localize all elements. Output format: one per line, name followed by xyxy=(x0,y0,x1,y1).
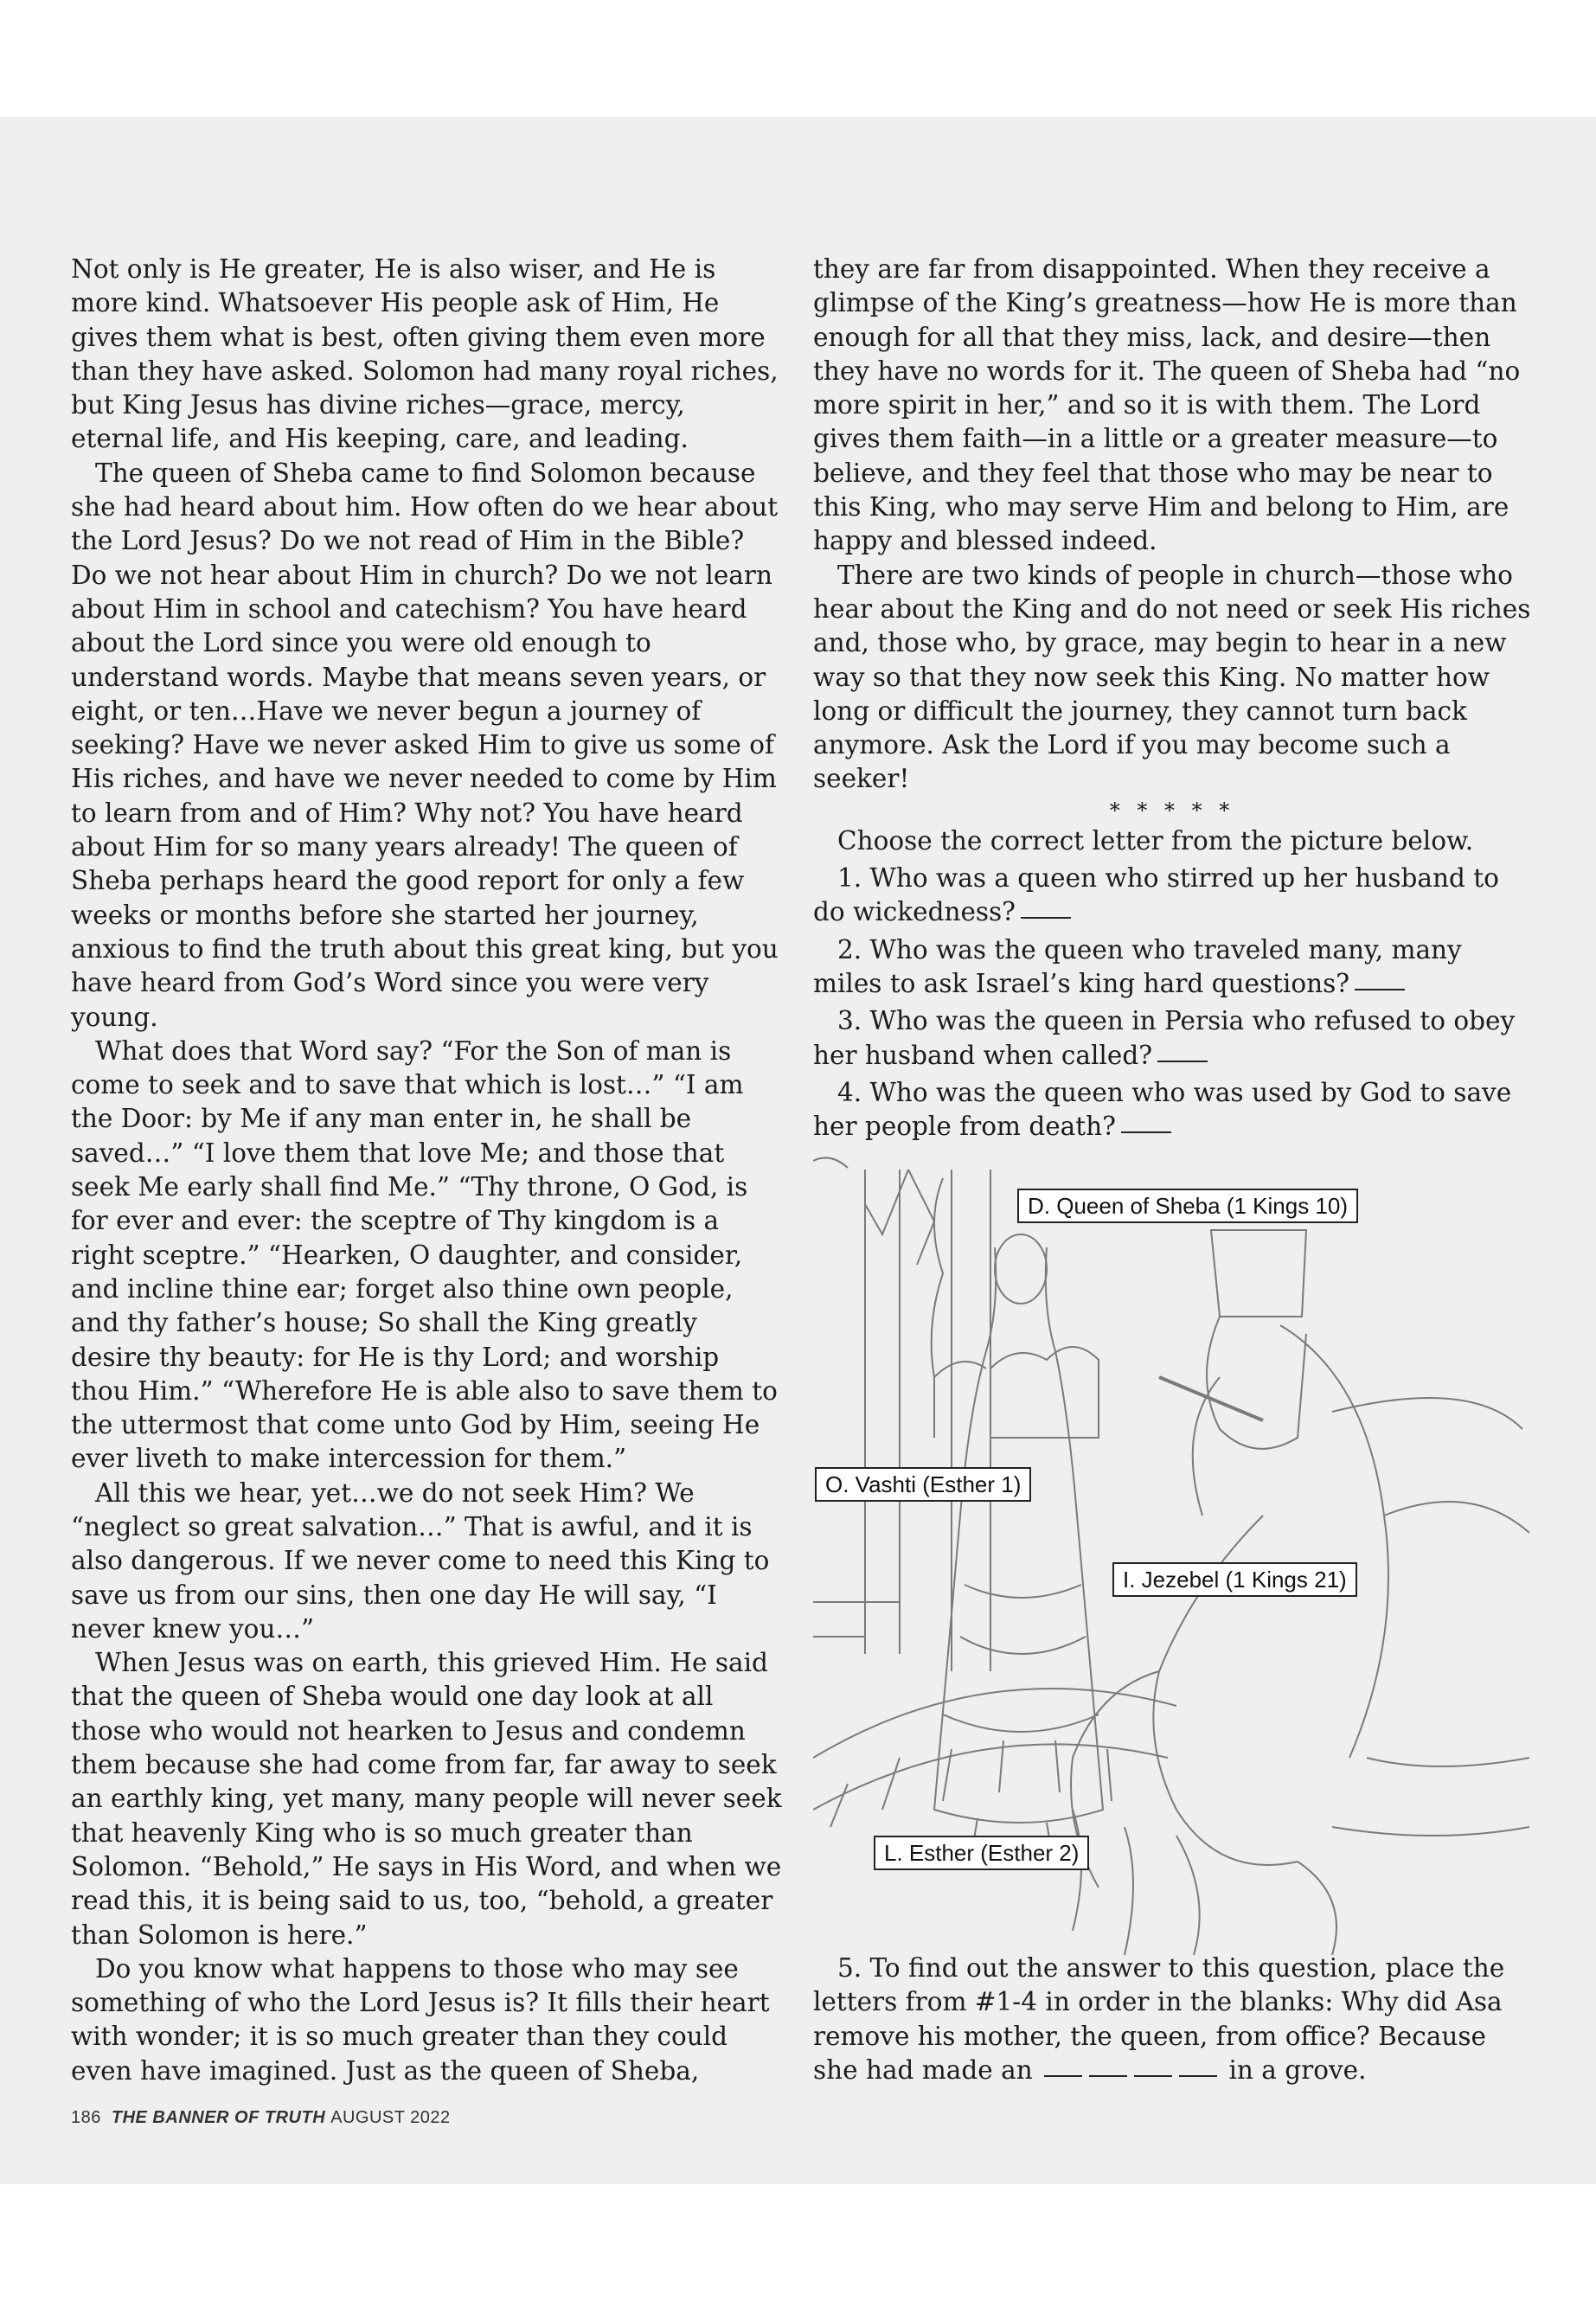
left-paragraph-6: Do you know what happens to those who may see something of who the Lord Jesus is? It fills their heart with wonder; it is so much greater than they could even have imagined. Just as the queen of Sheba, xyxy=(71,1953,770,2086)
issue-date: AUGUST 2022 xyxy=(330,2108,451,2127)
line-art-drawing xyxy=(813,1152,1529,1955)
answer-blank-3[interactable] xyxy=(1157,1060,1208,1062)
left-paragraph-4: All this we hear, yet…we do not seek Him? We “neglect so great salvation…” That is awful, and it is also dangerous. If we never come to need this King to save us from our sins, then one day He will say, “I never knew you…” xyxy=(71,1477,770,1644)
quiz-instruction: Choose the correct letter from the picture below. xyxy=(837,825,1474,856)
letter-blank-1[interactable] xyxy=(1044,2074,1082,2077)
left-paragraph-1: Not only is He greater, He is also wiser, and He is more kind. Whatsoever His people ask of Him, He gives them what is best, often giving them even more than they have asked. Solomon had many royal riches, but King Jesus has divine riches—grace, mercy, eternal life, and His keeping, care, and leading. xyxy=(71,254,779,454)
right-paragraph-2: There are two kinds of people in church—those who hear about the King and do not need or seek His riches and, those who, by grace, may begin to hear in a new way so that they now seek this King. No matter how long or difficult the journey, they cannot turn back anymore. Ask the Lord if you may become such a seeker! xyxy=(813,560,1531,794)
left-paragraph-2: The queen of Sheba came to find Solomon because she had heard about him. How often do we hear about the Lord Jesus? Do we not read of Him in the Bible? Do we not hear about Him in church? Do we not learn about Him in school and catechism? You have heard about the Lord since you were old enough to understand words. Maybe that means seven years, or eight, or ten…Have we never begun a journey of seeking? Have we never asked Him to give us some of His riches, and have we never needed to come by Him to learn from and of Him? Why not? You have heard about Him for so many years already! The queen of Sheba perhaps heard the good report for only a few weeks or months before she started her journey, anxious to find the truth about this great king, but you have heard from God’s Word since you were very young. xyxy=(71,458,779,1032)
letter-blank-2[interactable] xyxy=(1089,2074,1127,2077)
answer-blank-1[interactable] xyxy=(1021,916,1071,919)
left-paragraph-5: When Jesus was on earth, this grieved Him. He said that the queen of Sheba would one day look at all those who would not hearken to Jesus and condemn them because she had come from far, far away to seek an earthly king, yet many, many people will never seek that heavenly King who is so much greater than Solomon. “Behold,” He says in His Word, and when we read this, it is being said to us, too, “behold, a greater than Solomon is here.” xyxy=(71,1648,782,1950)
letter-blank-4[interactable] xyxy=(1179,2074,1217,2077)
quiz-question-3: 3. Who was the queen in Persia who refused to obey her husband when called? xyxy=(813,1006,1516,1070)
label-jezebel: I. Jezebel (1 Kings 21) xyxy=(1112,1562,1357,1597)
label-esther: L. Esther (Esther 2) xyxy=(874,1836,1089,1870)
quiz-question-1: 1. Who was a queen who stirred up her husband to do wickedness? xyxy=(813,863,1499,927)
left-column xyxy=(71,253,782,2088)
left-paragraph-3: What does that Word say? “For the Son of man is come to seek and to save that which is lost…” “I am the Door: by Me if any man enter in, he shall be saved…” “I love them that love Me; and those that seek Me early shall find Me.” “Thy throne, O God, is for ever and ever: the sceptre of Thy kingdom is a right sceptre.” “Hearken, O daughter, and consider, and incline thine ear; forget also thine own people, and thy father’s house; So shall the King greatly desire thy beauty: for He is thy Lord; and worship thou Him.” “Wherefore He is able also to save them to the uttermost that come unto God by Him, seeing He ever liveth to make intercession for them.” xyxy=(71,1035,778,1474)
letter-blank-3[interactable] xyxy=(1134,2074,1172,2077)
queen-illustration xyxy=(813,1152,1529,1955)
page-footer xyxy=(71,2108,451,2128)
question-5-text: 5. To find out the answer to this question, place the letters from #1-4 in order in the blanks: Why did Asa remove his mother, the queen, from office? Because she had made an xyxy=(813,1953,1505,2085)
quiz-question-2: 2. Who was the queen who traveled many, many miles to ask Israel’s king hard questions? xyxy=(813,934,1462,998)
label-vashti: O. Vashti (Esther 1) xyxy=(815,1467,1031,1502)
section-divider: * * * * * xyxy=(1109,798,1235,823)
page-number: 186 xyxy=(71,2108,101,2127)
right-paragraph-1: they are far from disappointed. When they receive a glimpse of the King’s greatness—how He is more than enough for all that they miss, lack, and desire—then they have no words for it. The queen of Sheba had “no more spirit in her,” and so it is with them. The Lord gives them faith—in a little or a greater measure—to believe, and they feel that those who may be near to this King, who may serve Him and belong to Him, are happy and blessed indeed. xyxy=(813,254,1521,556)
right-column xyxy=(813,253,1531,1144)
answer-blank-2[interactable] xyxy=(1355,988,1405,990)
quiz-question-4: 4. Who was the queen who was used by God to save her people from death? xyxy=(813,1077,1512,1142)
label-queen-of-sheba: D. Queen of Sheba (1 Kings 10) xyxy=(1017,1189,1358,1223)
question-5-ending: in a grove. xyxy=(1228,2054,1367,2085)
answer-blank-4[interactable] xyxy=(1121,1131,1171,1133)
quiz-question-5 xyxy=(813,1952,1531,2087)
publication-name: THE BANNER OF TRUTH xyxy=(111,2108,326,2127)
